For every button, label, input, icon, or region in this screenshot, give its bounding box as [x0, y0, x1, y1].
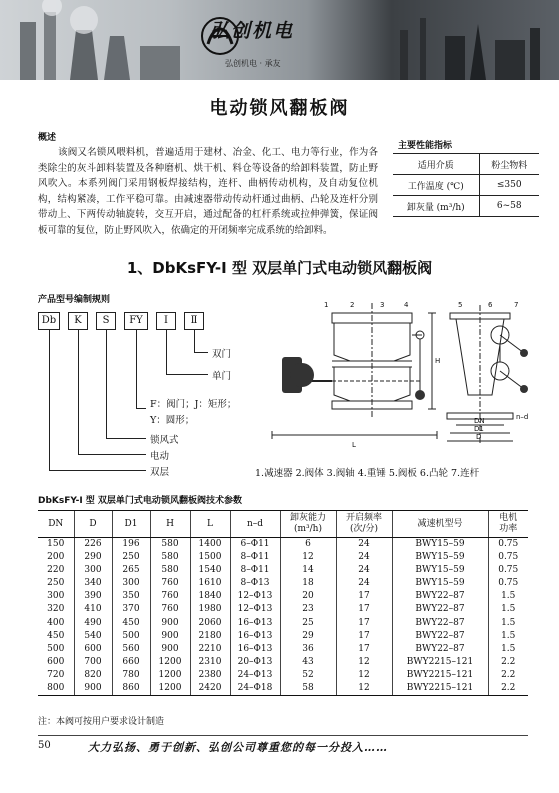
- page-number: 50: [38, 740, 51, 751]
- col-header: 卸灰能力 (m³/h): [280, 511, 336, 538]
- table-cell: 36: [280, 643, 336, 656]
- table-cell: 16–Φ13: [230, 630, 280, 643]
- table-cell: 540: [74, 630, 112, 643]
- table-cell: 24: [336, 538, 392, 552]
- spec-table-title: DbKsFY-I 型 双层单门式电动锁风翻板阀技术参数: [38, 496, 242, 506]
- table-cell: 24–Φ18: [230, 682, 280, 696]
- table-cell: 12: [336, 669, 392, 682]
- drawing-label-h: H: [435, 357, 441, 365]
- table-cell: 400: [47, 617, 65, 628]
- table-cell: BWY2215–121: [392, 669, 488, 682]
- table-cell: 12–Φ13: [230, 590, 280, 603]
- performance-table: [393, 153, 539, 217]
- table-cell: 196: [112, 538, 150, 552]
- footer-divider: [38, 735, 528, 736]
- table-cell: 0.75: [488, 577, 528, 590]
- leader-line: [166, 374, 208, 375]
- table-cell: 1.5: [488, 643, 528, 656]
- table-cell: 1.5: [488, 603, 528, 616]
- drawing-label-6: 6: [488, 301, 493, 309]
- drawing-label-1: 1: [324, 301, 329, 309]
- code-box-ii: Ⅱ: [184, 312, 204, 330]
- table-cell: 8–Φ13: [230, 577, 280, 590]
- code-box-fy: FY: [124, 312, 148, 330]
- table-cell: 560: [112, 643, 150, 656]
- table-cell: 17: [336, 630, 392, 643]
- code-box-i: I: [156, 312, 176, 330]
- leader-line: [106, 330, 107, 438]
- code-label-single-door: 单门: [212, 371, 232, 382]
- table-cell: 2210: [190, 643, 230, 656]
- drawing-label-7: 7: [514, 301, 519, 309]
- code-label-electric: 电动: [150, 451, 170, 462]
- code-label-double-door: 双门: [212, 349, 232, 360]
- table-cell: 24: [336, 551, 392, 564]
- table-cell: 300: [112, 577, 150, 590]
- company-logo-icon: [200, 16, 240, 56]
- table-cell: 760: [150, 577, 190, 590]
- leader-line: [49, 330, 50, 470]
- table-cell: 17: [336, 643, 392, 656]
- perf-row: [393, 196, 539, 217]
- figure-caption: 1.减速器 2.阀体 3.阀轴 4.重锤 5.阀板 6.凸轮 7.连杆: [255, 468, 480, 479]
- table-cell: 1200: [150, 669, 190, 682]
- table-cell: 720: [47, 669, 65, 680]
- table-cell: 300: [47, 591, 65, 602]
- leader-line: [194, 352, 208, 353]
- table-row: [38, 656, 528, 669]
- col-header: H: [150, 511, 190, 538]
- table-cell: BWY22–87: [392, 590, 488, 603]
- leader-line: [136, 408, 146, 409]
- table-cell: 12–Φ13: [230, 603, 280, 616]
- spec-table-body: [38, 538, 528, 696]
- table-cell: 0.75: [488, 564, 528, 577]
- table-cell: 600: [74, 643, 112, 656]
- table-cell: 860: [112, 682, 150, 696]
- spec-table: [38, 510, 528, 696]
- table-cell: 900: [150, 643, 190, 656]
- table-cell: 24–Φ13: [230, 669, 280, 682]
- model-code-heading: 产品型号编制规则: [38, 295, 111, 305]
- table-row: [38, 603, 528, 616]
- col-header: n–d: [230, 511, 280, 538]
- table-cell: BWY22–87: [392, 603, 488, 616]
- table-cell: BWY15–59: [392, 577, 488, 590]
- table-cell: 0.75: [488, 551, 528, 564]
- table-cell: 580: [150, 551, 190, 564]
- table-cell: 1.5: [488, 630, 528, 643]
- table-cell: 8–Φ11: [230, 564, 280, 577]
- perf-value: 粉尘物料: [479, 154, 539, 175]
- table-cell: BWY22–87: [392, 630, 488, 643]
- perf-label: 适用介质: [393, 154, 479, 175]
- table-cell: 1610: [190, 577, 230, 590]
- table-cell: 2.2: [488, 682, 528, 696]
- table-cell: 200: [47, 552, 65, 563]
- table-cell: 2380: [190, 669, 230, 682]
- table-row: [38, 682, 528, 696]
- col-header: DN: [38, 511, 74, 538]
- table-cell: 8–Φ11: [230, 551, 280, 564]
- code-box-k: K: [68, 312, 88, 330]
- table-cell: 1500: [190, 551, 230, 564]
- table-cell: 2060: [190, 616, 230, 629]
- header-banner: [0, 0, 559, 80]
- perf-value: 6~58: [479, 196, 539, 217]
- overview-heading: 概述: [38, 133, 57, 143]
- note: 注：本阀可按用户要求设计制造: [38, 717, 165, 727]
- table-cell: 43: [280, 656, 336, 669]
- table-cell: 1540: [190, 564, 230, 577]
- table-cell: 150: [47, 539, 65, 549]
- table-cell: 2420: [190, 682, 230, 696]
- table-cell: 370: [112, 603, 150, 616]
- table-cell: 24: [336, 564, 392, 577]
- table-cell: 500: [112, 630, 150, 643]
- table-cell: 290: [74, 551, 112, 564]
- col-header: 开启频率 (次/分): [336, 511, 392, 538]
- table-row: [38, 669, 528, 682]
- table-cell: 450: [47, 630, 65, 641]
- table-cell: 226: [74, 538, 112, 552]
- perf-label: 卸灰量 (m³/h): [393, 196, 479, 217]
- table-cell: 350: [112, 590, 150, 603]
- table-cell: 2.2: [488, 656, 528, 669]
- table-cell: 220: [47, 565, 65, 576]
- table-cell: 17: [336, 616, 392, 629]
- spec-header-row: [38, 511, 528, 538]
- leader-line: [106, 438, 146, 439]
- col-header: 电机 功率: [488, 511, 528, 538]
- footer-slogan: 大力弘扬、勇于创新、弘创公司尊重您的每一分投入……: [88, 741, 388, 754]
- table-cell: 410: [74, 603, 112, 616]
- code-label-plate-types: F：阀门；J：矩形；: [150, 399, 237, 410]
- table-cell: 1840: [190, 590, 230, 603]
- table-row: [38, 551, 528, 564]
- table-cell: 780: [112, 669, 150, 682]
- table-cell: 24: [336, 577, 392, 590]
- table-cell: 490: [74, 616, 112, 629]
- overview-body: 该阀又名锁风喂料机，普遍适用于建材、冶金、化工、电力等行业，作为各类除尘的灰斗卸料装置及各种磨机、烘干机、料仓等设备的给卸料装置，防止野风吹入。本系列阀门采用钢板焊接结构，连杆、曲柄传动机构，及自动复位机构，结构紧凑，工作平稳可靠。由减速器带动传动杆通过曲柄、凸轮及连杆分别带动上、下两传动轴旋转，交互开启，通过配备的杠杆系统或拉伸弹簧，保证阀板可靠的复位，防止野风吹入，依确定的开闭频率完成系统的给卸料。: [38, 147, 378, 236]
- table-row: [38, 643, 528, 656]
- drawing-label-d: D: [476, 433, 482, 441]
- perf-row: [393, 154, 539, 175]
- table-cell: 580: [150, 564, 190, 577]
- table-cell: 500: [47, 643, 65, 654]
- drawing-label-dn: DN: [474, 417, 485, 425]
- table-cell: 250: [47, 578, 65, 589]
- table-cell: 18: [280, 577, 336, 590]
- table-cell: 58: [280, 682, 336, 696]
- table-cell: 12: [336, 682, 392, 696]
- table-cell: BWY22–87: [392, 643, 488, 656]
- table-row: [38, 564, 528, 577]
- code-label-double-layer: 双层: [150, 467, 170, 478]
- leader-line: [166, 330, 167, 374]
- table-cell: 12: [280, 551, 336, 564]
- table-cell: 760: [150, 590, 190, 603]
- perf-value: ≤350: [479, 175, 539, 196]
- table-row: [38, 538, 528, 552]
- leader-line: [194, 330, 195, 352]
- table-cell: 2.2: [488, 669, 528, 682]
- drawing-label-4: 4: [404, 301, 409, 309]
- col-header: 减速机型号: [392, 511, 488, 538]
- table-cell: 52: [280, 669, 336, 682]
- table-cell: 340: [74, 577, 112, 590]
- table-cell: 2180: [190, 630, 230, 643]
- leader-line: [78, 454, 146, 455]
- table-cell: BWY22–87: [392, 616, 488, 629]
- table-cell: 1.5: [488, 590, 528, 603]
- table-cell: 760: [150, 603, 190, 616]
- table-row: [38, 577, 528, 590]
- drawing-label-l: L: [352, 441, 356, 449]
- brand-tagline: 弘创机电 · 承友: [225, 59, 281, 68]
- table-cell: BWY2215–121: [392, 656, 488, 669]
- code-box-db: Db: [38, 312, 60, 330]
- brand: [200, 16, 294, 43]
- brand-name: 弘创机电: [210, 20, 295, 42]
- drawing-label-5: 5: [458, 301, 463, 309]
- table-cell: BWY15–59: [392, 538, 488, 552]
- drawing-label-d1: D1: [474, 425, 484, 433]
- table-cell: 700: [74, 656, 112, 669]
- table-cell: 660: [112, 656, 150, 669]
- leader-line: [49, 470, 146, 471]
- section-title: 1、DbKsFY-I 型 双层单门式电动锁风翻板阀: [126, 259, 433, 277]
- table-cell: 300: [74, 564, 112, 577]
- table-cell: BWY15–59: [392, 564, 488, 577]
- table-cell: 0.75: [488, 538, 528, 552]
- table-cell: 25: [280, 616, 336, 629]
- code-label-airlock: 锁风式: [150, 435, 179, 446]
- drawing-label-nd: n–d: [516, 413, 529, 421]
- table-cell: 450: [112, 616, 150, 629]
- perf-label: 工作温度 (℃): [393, 175, 479, 196]
- table-cell: 1200: [150, 656, 190, 669]
- drawing-label-2: 2: [350, 301, 355, 309]
- perf-row: [393, 175, 539, 196]
- table-row: [38, 616, 528, 629]
- table-cell: 250: [112, 551, 150, 564]
- table-cell: 2310: [190, 656, 230, 669]
- col-header: D1: [112, 511, 150, 538]
- table-cell: 900: [150, 630, 190, 643]
- table-cell: 265: [112, 564, 150, 577]
- table-cell: 1400: [190, 538, 230, 552]
- code-label-round: Y：圆形；: [150, 415, 195, 426]
- table-cell: 580: [150, 538, 190, 552]
- table-cell: 6–Φ11: [230, 538, 280, 552]
- table-row: [38, 590, 528, 603]
- table-cell: BWY15–59: [392, 551, 488, 564]
- table-cell: 17: [336, 603, 392, 616]
- table-cell: 900: [150, 616, 190, 629]
- table-cell: 17: [336, 590, 392, 603]
- table-cell: 900: [74, 682, 112, 696]
- table-cell: 20–Φ13: [230, 656, 280, 669]
- leader-line: [78, 330, 79, 454]
- table-cell: 800: [38, 682, 74, 696]
- table-cell: 16–Φ13: [230, 616, 280, 629]
- col-header: D: [74, 511, 112, 538]
- table-cell: 14: [280, 564, 336, 577]
- table-cell: 320: [47, 604, 65, 615]
- table-cell: 23: [280, 603, 336, 616]
- page-title: 电动锁风翻板阀: [209, 98, 350, 119]
- table-cell: 12: [336, 656, 392, 669]
- table-cell: BWY2215–121: [392, 682, 488, 696]
- table-cell: 29: [280, 630, 336, 643]
- table-cell: 20: [280, 590, 336, 603]
- table-cell: 16–Φ13: [230, 643, 280, 656]
- leader-line: [136, 330, 137, 408]
- code-box-s: S: [96, 312, 116, 330]
- table-row: [38, 630, 528, 643]
- table-cell: 390: [74, 590, 112, 603]
- table-cell: 6: [280, 538, 336, 552]
- table-cell: 600: [47, 656, 65, 667]
- table-cell: 1980: [190, 603, 230, 616]
- table-cell: 1.5: [488, 616, 528, 629]
- table-cell: 1200: [150, 682, 190, 696]
- drawing-label-3: 3: [380, 301, 385, 309]
- col-header: L: [190, 511, 230, 538]
- performance-heading: 主要性能指标: [398, 141, 453, 151]
- table-cell: 820: [74, 669, 112, 682]
- valve-technical-drawing: [262, 295, 537, 465]
